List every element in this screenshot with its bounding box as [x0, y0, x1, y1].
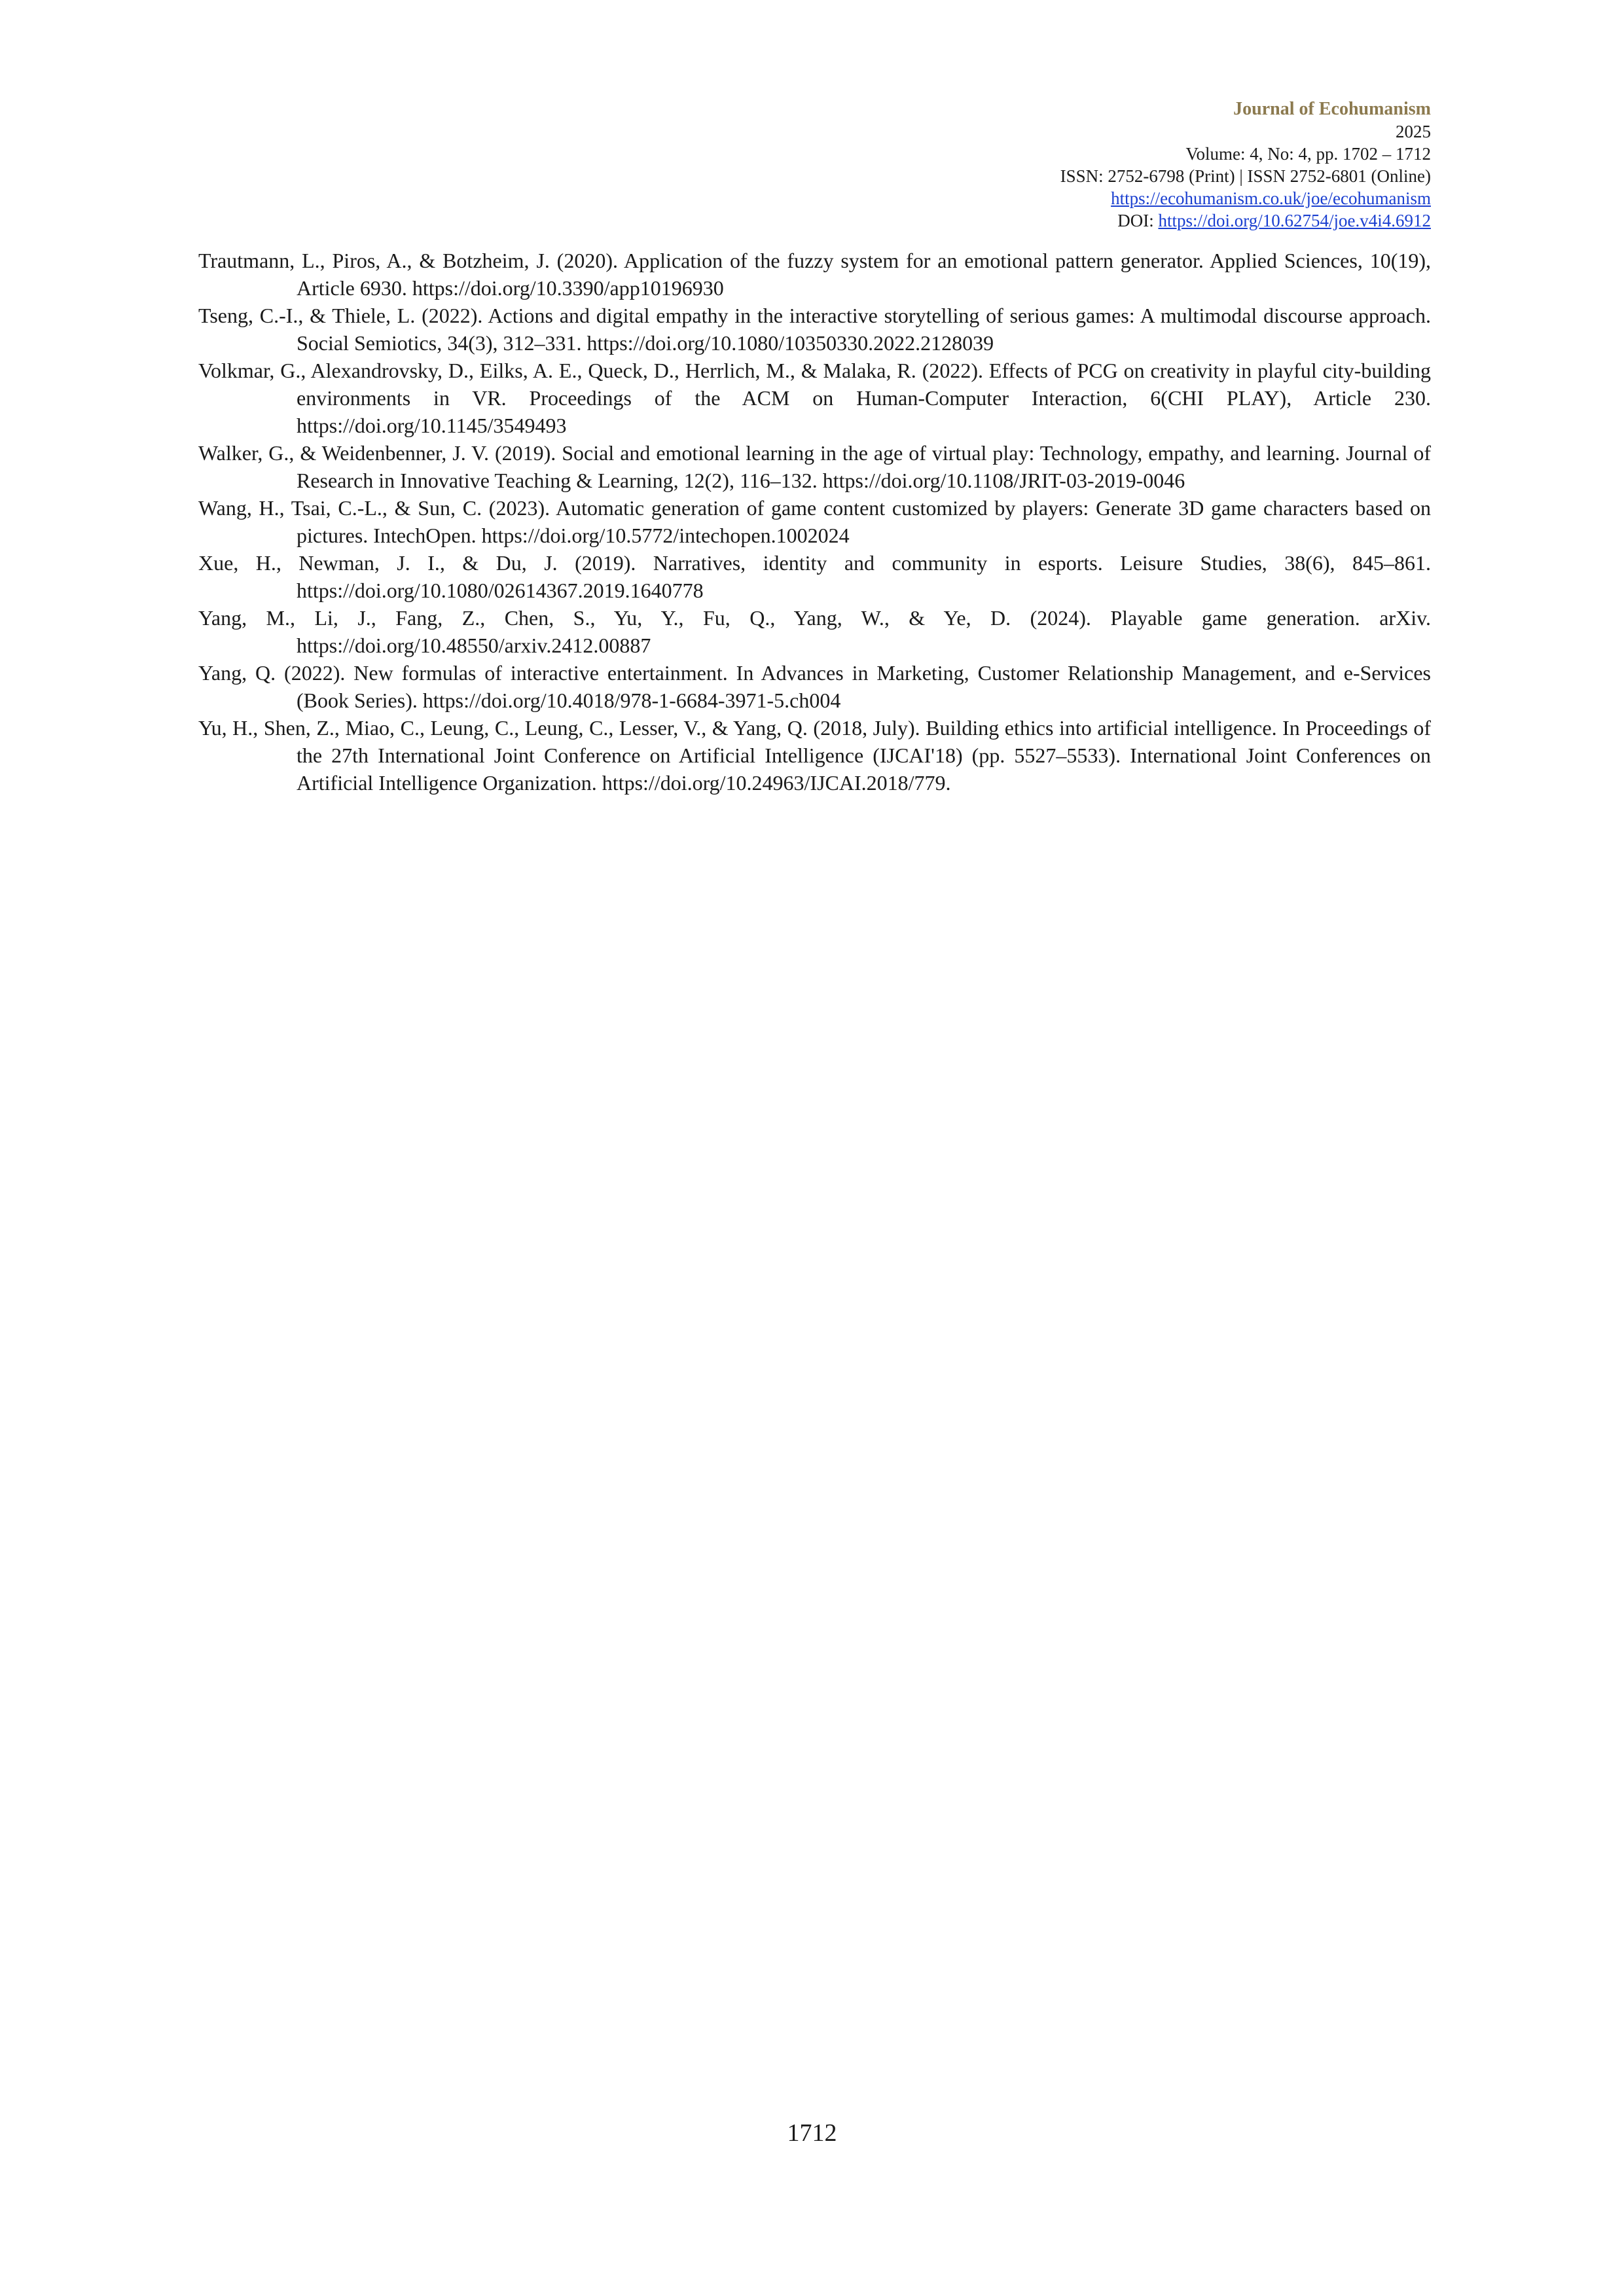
doi-link[interactable]: https://doi.org/10.62754/joe.v4i4.6912: [1158, 211, 1431, 230]
reference-item: Volkmar, G., Alexandrovsky, D., Eilks, A. E., Queck, D., Herrlich, M., & Malaka, R. (2022). Effects of PCG on creativity in playful city-building environments in VR. Proceedings of the ACM on Human-Computer Interaction, 6(CHI PLAY), Article 230. https://doi.org/10.1145/3549493: [198, 359, 1431, 437]
doi-label: DOI:: [1117, 211, 1159, 230]
reference-item: Yu, H., Shen, Z., Miao, C., Leung, C., Leung, C., Lesser, V., & Yang, Q. (2018, July). Building ethics into artificial intelligence. In Proceedings of the 27th International Joint Conference on Artificial Intelligence (IJCAI'18) (pp. 5527–5533). International Joint Conferences on Artificial Intelligence Organization. https://doi.org/10.24963/IJCAI.2018/779.: [198, 716, 1431, 795]
reference-item: Yang, M., Li, J., Fang, Z., Chen, S., Yu, Y., Fu, Q., Yang, W., & Ye, D. (2024). Playable game generation. arXiv. https://doi.org/10.48550/arxiv.2412.00887: [198, 606, 1431, 657]
issn-info: ISSN: 2752-6798 (Print) | ISSN 2752-6801 (Online): [1060, 166, 1431, 186]
reference-item: Tseng, C.-I., & Thiele, L. (2022). Actions and digital empathy in the interactive storytelling of serious games: A multimodal discourse approach. Social Semiotics, 34(3), 312–331. https://doi.org/10.1080/10350330.2022.2128039: [198, 304, 1431, 355]
volume-info: Volume: 4, No: 4, pp. 1702 – 1712: [1185, 144, 1431, 164]
reference-item: Wang, H., Tsai, C.-L., & Sun, C. (2023). Automatic generation of game content customized by players: Generate 3D game characters based on pictures. IntechOpen. https://doi.org/10.5772/intechopen.1002024: [198, 496, 1431, 547]
journal-header: [1060, 98, 1431, 232]
reference-item: Trautmann, L., Piros, A., & Botzheim, J. (2020). Application of the fuzzy system for an emotional pattern generator. Applied Sciences, 10(19), Article 6930. https://doi.org/10.3390/app10196930: [198, 249, 1431, 300]
reference-item: Yang, Q. (2022). New formulas of interactive entertainment. In Advances in Marketing, Customer Relationship Management, and e-Services (Book Series). https://doi.org/10.4018/978-1-6684-3971-5.ch004: [198, 661, 1431, 712]
reference-item: Xue, H., Newman, J. I., & Du, J. (2019). Narratives, identity and community in esports. Leisure Studies, 38(6), 845–861. https://doi.org/10.1080/02614367.2019.1640778: [198, 551, 1431, 602]
reference-list: [198, 247, 1431, 797]
page-number: 1712: [787, 2119, 837, 2147]
journal-website-link[interactable]: https://ecohumanism.co.uk/joe/ecohumanism: [1111, 188, 1431, 208]
journal-title: Journal of Ecohumanism: [1233, 99, 1431, 119]
reference-item: Walker, G., & Weidenbenner, J. V. (2019). Social and emotional learning in the age of virtual play: Technology, empathy, and learning. Journal of Research in Innovative Teaching & Learning, 12(2), 116–132. https://doi.org/10.1108/JRIT-03-2019-0046: [198, 441, 1431, 492]
doi-line: [1060, 209, 1431, 232]
publication-year: 2025: [1396, 122, 1431, 141]
